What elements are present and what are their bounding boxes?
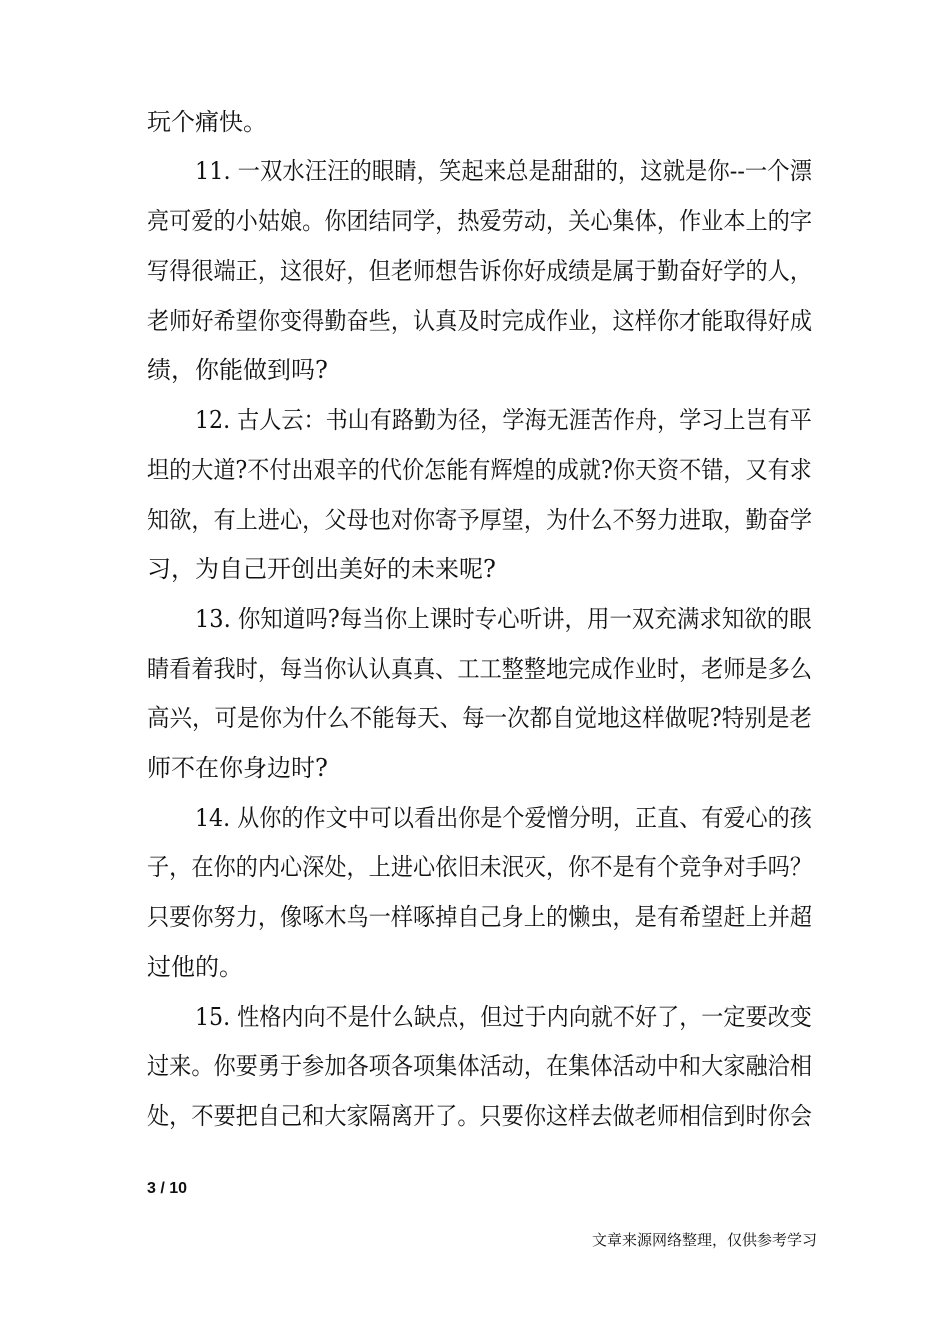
text-line: 只要你努力，像啄木鸟一样啄掉自己身上的懒虫，是有希望赶上并超 xyxy=(147,903,812,931)
text-line: 子，在你的内心深处，上进心依旧未泯灭，你不是有个竞争对手吗？ xyxy=(147,853,812,881)
text-line: 老师好希望你变得勤奋些，认真及时完成作业，这样你才能取得好成 xyxy=(147,307,812,335)
text-line: 12. 古人云：书山有路勤为径，学海无涯苦作舟，学习上岂有平 xyxy=(195,406,812,434)
text-line: 玩个痛快。 xyxy=(147,108,267,136)
text-line: 过他的。 xyxy=(147,953,243,981)
text-line: 高兴，可是你为什么不能每天、每一次都自觉地这样做呢?特别是老 xyxy=(147,704,812,732)
text-line: 知欲，有上进心，父母也对你寄予厚望，为什么不努力进取，勤奋学 xyxy=(147,506,812,534)
page-number: 3 / 10 xyxy=(147,1180,188,1197)
source-note: 文章来源网络整理，仅供参考学习 xyxy=(592,1231,818,1249)
text-line: 写得很端正，这很好，但老师想告诉你好成绩是属于勤奋好学的人， xyxy=(147,257,812,285)
text-line: 14. 从你的作文中可以看出你是个爱憎分明，正直、有爱心的孩 xyxy=(195,804,812,832)
text-line: 亮可爱的小姑娘。你团结同学，热爱劳动，关心集体，作业本上的字 xyxy=(147,207,812,235)
text-line: 15. 性格内向不是什么缺点，但过于内向就不好了，一定要改变 xyxy=(195,1003,812,1031)
text-line: 处，不要把自己和大家隔离开了。只要你这样去做老师相信到时你会 xyxy=(147,1102,812,1130)
text-line: 绩，你能做到吗? xyxy=(147,356,328,384)
text-line: 坦的大道?不付出艰辛的代价怎能有辉煌的成就?你天资不错，又有求 xyxy=(147,456,812,484)
text-line: 师不在你身边时? xyxy=(147,754,328,782)
text-line: 13. 你知道吗?每当你上课时专心听讲，用一双充满求知欲的眼 xyxy=(195,605,812,633)
text-line: 11. 一双水汪汪的眼睛，笑起来总是甜甜的，这就是你--一个漂 xyxy=(195,157,812,185)
text-line: 过来。你要勇于参加各项各项集体活动，在集体活动中和大家融洽相 xyxy=(147,1052,812,1080)
text-line: 习，为自己开创出美好的未来呢? xyxy=(147,555,496,583)
text-line: 睛看着我时，每当你认认真真、工工整整地完成作业时，老师是多么 xyxy=(147,655,812,683)
